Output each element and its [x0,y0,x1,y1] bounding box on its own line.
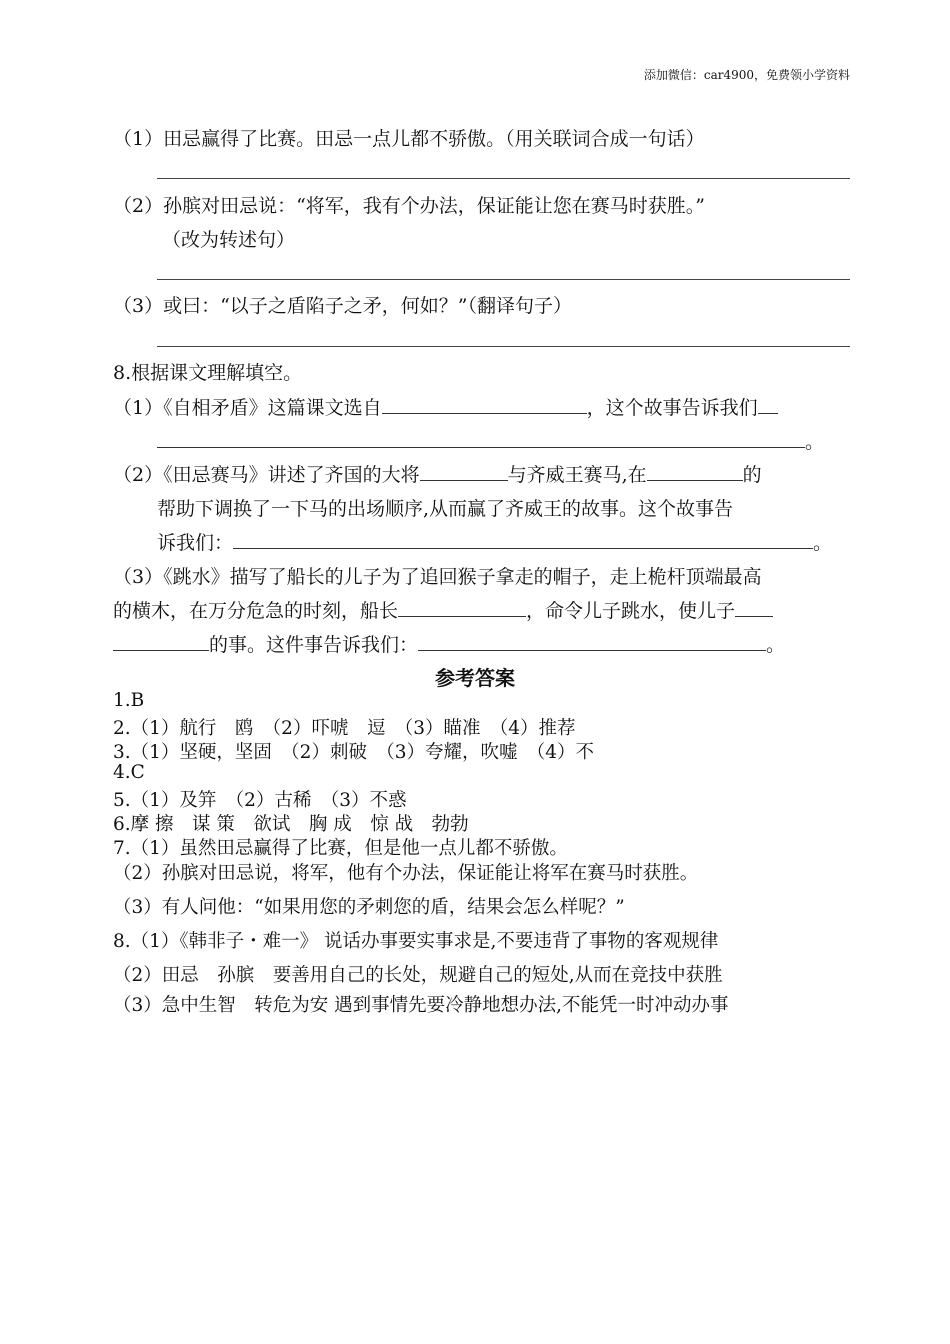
q8-p3-text-b: ，命令儿子跳水，使儿子 [526,600,736,622]
q8-p2-text-c: 的 [742,464,762,486]
answer-line-12: （3）急中生智 转危为安 遇到事情先要冷静地想办法,不能凭一时冲动办事 [113,995,729,1016]
answer-line-2: 2.（1）航行 鸥 （2）吓唬 逗 （3）瞄准 （4）推荐 [113,718,576,739]
q8-p3-text-a: 的横木，在万分危急的时刻，船长 [113,600,399,622]
q8-p3-text-c: 的事。这件事告诉我们： [209,634,419,656]
blank-result[interactable] [113,632,209,651]
answer-line-6: 6.摩 擦 谋 策 欲试 胸 成 惊 战 勃勃 [113,814,469,835]
answers-title: 参考答案 [435,666,515,690]
blank-general[interactable] [420,462,508,481]
answer-line-1: 1.B [113,690,145,711]
answer-line-q7-2[interactable] [157,279,850,280]
q7-item-2-line-2: （改为转述句） [162,229,296,251]
blank-lesson[interactable] [157,429,805,448]
q8-p2-end: 。 [813,532,833,554]
answer-line-10: 8.（1）《韩非子・难一》 说话办事要实事求是,不要违背了事物的客观规律 [113,931,719,952]
q8-part-2-line-1 [113,460,762,487]
q8-p1-end: 。 [805,431,825,453]
q8-part-1-line-1 [113,393,778,420]
answer-line-9: （3）有人问他：“如果用您的矛刺您的盾，结果会怎么样呢？” [113,897,625,918]
q8-heading: 8.根据课文理解填空。 [113,362,303,384]
q8-p2-text-a: （2）《田忌赛马》讲述了齐国的大将 [113,464,420,486]
q8-p2-text-line3: 诉我们： [157,532,234,554]
q7-item-1: （1）田忌赢得了比赛。田忌一点儿都不骄傲。（用关联词合成一句话） [113,128,705,150]
answer-line-4: 4.C [113,762,145,783]
answer-line-11: （2）田忌 孙膑 要善用自己的长处，规避自己的短处,从而在竞技中获胜 [113,965,723,986]
answer-line-8: （2）孙膑对田忌说，将军，他有个办法，保证能让将军在赛马时获胜。 [113,863,699,884]
answer-line-q7-1[interactable] [157,178,850,179]
q7-item-3: （3）或曰：“以子之盾陷子之矛，何如？”（翻译句子） [113,295,573,317]
answer-line-7: 7.（1）虽然田忌赢得了比赛，但是他一点儿都不骄傲。 [113,838,568,859]
q8-p2-text-b: 与齐威王赛马,在 [507,464,647,486]
blank-captain-action[interactable] [398,598,526,617]
header-note: 添加微信：car4900，免费领小学资料 [643,68,850,82]
q8-part-3-line-1: （3）《跳水》描写了船长的儿子为了追回猴子拿走的帽子，走上桅杆顶端最高 [113,566,762,588]
answer-line-3: 3.（1）坚硬，坚固 （2）刺破 （3）夸耀，吹嘘 （4）不 [113,742,594,763]
blank-lesson-3[interactable] [418,632,766,651]
q8-p1-text-b: ，这个故事告诉我们 [586,397,758,419]
answer-line-q7-3[interactable] [157,346,850,347]
q8-p3-end: 。 [766,634,786,656]
answer-line-5: 5.（1）及笄 （2）古稀 （3）不惑 [113,790,407,811]
q8-p1-text-a: （1）《自相矛盾》这篇课文选自 [113,397,382,419]
q8-part-2-line-3 [157,528,832,555]
q7-item-2-line-1: （2）孙膑对田忌说：“将军，我有个办法，保证能让您在赛马时获胜。” [113,195,706,217]
q8-part-3-line-2 [113,596,773,623]
q8-part-2-line-2: 帮助下调换了一下马的出场顺序,从而赢了齐威王的故事。这个故事告 [157,498,734,520]
q8-part-1-line-2 [157,427,824,454]
blank-result-start[interactable] [735,598,773,617]
blank-source[interactable] [382,395,587,414]
blank-lesson-start[interactable] [758,395,778,414]
blank-helper[interactable] [647,462,743,481]
q8-part-3-line-3 [113,630,785,657]
blank-lesson-2[interactable] [233,530,813,549]
